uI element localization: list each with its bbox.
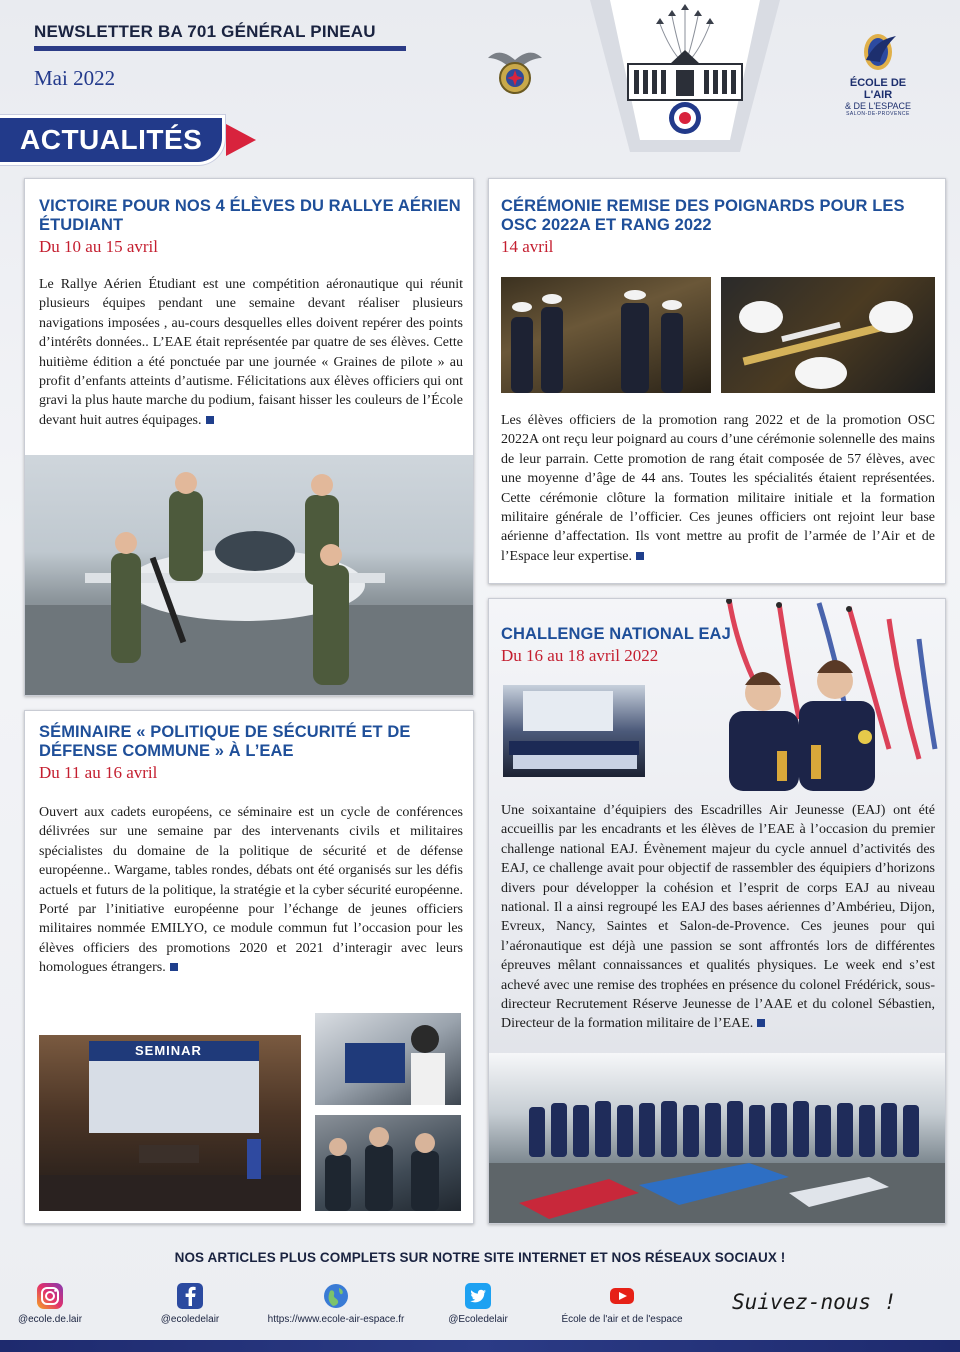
officers-saluting-icon xyxy=(501,277,711,393)
globe-icon[interactable] xyxy=(322,1282,350,1310)
section-tag xyxy=(0,118,222,162)
challenge-stage-photo xyxy=(503,685,645,777)
eagle-emblem-icon xyxy=(484,40,546,102)
cadets-group-icon xyxy=(315,1115,461,1211)
bottom-bar xyxy=(0,1340,960,1352)
article-body: Le Rallye Aérien Étudiant est une compétition aéronautique qui réunit plusieurs équipes pendant une semaine devant réaliser plusieurs navigations imposées , au-cours desquelles elles doivent repérer des points d’intérêts données.. L’EAE était représentée par quatre de ses élèves. Cette huitième édition a été ponctuée par une journée « Graines de pilote » au profit d’enfants atteints d’autisme. Félicitations aux élèves officiers qui ont gravi la plus haute marche du podium, faisant hisser les couleurs de l’École devant huit autres équipages. xyxy=(39,277,463,428)
youtube-link[interactable] xyxy=(548,1282,696,1325)
facebook-handle[interactable]: @ecoledelair xyxy=(160,1314,220,1325)
article-body: Une soixantaine d’équipiers des Escadrilles Air Jeunesse (EAJ) ont été accueillis par les encadrants et les élèves de l’EAE à l’occasion du premier challenge national EAJ. Évènement majeur du cycle annuel d’activités des EAJ, ce challenge avait pour objectif de rassembler des équipiers d’horizons divers pour développer la cohésion et l’esprit de corps EAJ au niveau national. Il a ainsi regroupé les EAJ des bases aériennes d’Ambérieu, Dijon, Evreux, Nancy, Saintes et Salon-de-Provence. Ces jeunes pour qui l’aéronautique est déjà une passion se sont affrontés lors de différentes épreuves mêlant connaissances et qualités physiques. Le week end s’est achevé avec une remise des trophées en présence du colonel Frédérick, sous-directeur Recrutement Réserve Jeunesse de l’AAE et du colonel Sébastien, Directeur de la formation militaire de l’EAE. xyxy=(501,803,935,1032)
article-rallye xyxy=(24,178,474,696)
team-with-model-jets-icon xyxy=(489,1053,946,1224)
article-body-wrap xyxy=(39,803,463,978)
eae-logo-line2: & DE L'ESPACE xyxy=(844,101,912,111)
newsletter-date: Mai 2022 xyxy=(34,66,116,90)
article-date: 14 avril xyxy=(501,237,554,256)
facebook-link[interactable] xyxy=(148,1282,232,1325)
twitter-handle[interactable]: @Ecoledelair xyxy=(448,1314,508,1325)
students-laptop-icon xyxy=(315,1013,461,1105)
article-body: Ouvert aux cadets européens, ce séminaire est un cycle de conférences délivrées sur une semaine par des intervenants civils et militaires spécialistes du domaine de la politique de sécurité et de défense européenne.. Wargame, tables rondes, débats ont été organisés sur les défis actuels et futurs de la politique, la stratégie et la cyber sécurité européenne. Porté par l’initiative européenne pour l’échange de jeunes officiers militaires nommée EMILYO, ce module commun fut l’occasion pour les élèves officiers des promotions 2020 et 2021 d’interagir avec leurs homologues étrangers. xyxy=(39,805,463,976)
article-title: CÉRÉMONIE REMISE DES POIGNARDS POUR LES OSC 2022A ET RANG 2022 xyxy=(501,197,905,234)
end-mark-icon xyxy=(170,963,178,971)
instagram-icon[interactable] xyxy=(36,1282,64,1310)
article-title: CHALLENGE NATIONAL EAJ xyxy=(501,625,731,643)
rallye-photo xyxy=(25,455,474,696)
footer-tagline: NOS ARTICLES PLUS COMPLETS SUR NOTRE SITE INTERNET ET NOS RÉSEAUX SOCIAUX ! xyxy=(174,1250,786,1265)
instagram-link[interactable] xyxy=(8,1282,92,1325)
follow-us-text: Suivez-nous ! xyxy=(732,1290,897,1314)
eae-emblem-icon xyxy=(836,30,920,72)
eae-logo xyxy=(836,30,920,117)
winners-with-trophies-icon xyxy=(699,641,899,791)
newsletter-title: NEWSLETTER BA 701 GÉNÉRAL PINEAU xyxy=(34,22,406,51)
article-body: Les élèves officiers de la promotion rang 2022 et de la promotion OSC 2022A ont reçu leur poignard au cours d’une cérémonie solennelle des mains de leur parrain. Cette promotion de rang était composée de 57 élèves, avec une moyenne d’âge de 44 ans. Toutes les spécialités étaient représentées. Cette cérémonie clôture la formation militaire initiale et la formation militaire générale de l’officier. Ces jeunes officiers ont rejoint leur base aérienne d’affectation. Ils vont mettre au profit de l’armée de l’Air et de l’Espace leur expertise. xyxy=(501,413,935,564)
dagger-icon xyxy=(721,277,935,393)
instagram-handle[interactable]: @ecole.de.lair xyxy=(17,1314,83,1325)
article-seminaire xyxy=(24,710,474,1224)
challenge-winners-photo xyxy=(699,641,899,791)
website-link[interactable] xyxy=(252,1282,420,1325)
article-body-wrap xyxy=(501,801,935,1034)
base-emblem-icon xyxy=(590,0,780,152)
article-body-wrap xyxy=(39,275,463,430)
article-challenge xyxy=(488,598,946,1224)
end-mark-icon xyxy=(757,1019,765,1027)
twitter-icon[interactable] xyxy=(464,1282,492,1310)
twitter-link[interactable] xyxy=(436,1282,520,1325)
conference-stage-icon xyxy=(39,1035,301,1211)
section-arrow-icon xyxy=(226,124,256,156)
youtube-channel[interactable]: École de l'air et de l'espace xyxy=(561,1314,683,1325)
plane-with-students-icon xyxy=(25,455,474,696)
seminar-group-photo xyxy=(315,1115,461,1211)
article-poignards xyxy=(488,178,946,584)
ceremony-photo xyxy=(501,277,711,393)
seminar-screen-text: SEMINAR xyxy=(135,1043,202,1058)
article-date: Du 16 au 18 avril 2022 xyxy=(501,646,659,665)
article-body-wrap xyxy=(501,411,935,566)
youtube-icon[interactable] xyxy=(608,1282,636,1310)
article-date: Du 10 au 15 avril xyxy=(39,237,158,256)
article-title: SÉMINAIRE « POLITIQUE DE SÉCURITÉ ET DE DÉFENSE COMMUNE » À L’EAE xyxy=(39,723,411,760)
article-date: Du 11 au 16 avril xyxy=(39,763,158,782)
eae-logo-line1: ÉCOLE DE L'AIR xyxy=(849,77,907,101)
facebook-icon[interactable] xyxy=(176,1282,204,1310)
section-label: ACTUALITÉS xyxy=(20,124,203,155)
seminar-laptop-photo xyxy=(315,1013,461,1105)
end-mark-icon xyxy=(636,552,644,560)
dagger-photo xyxy=(721,277,935,393)
article-title: VICTOIRE POUR NOS 4 ÉLÈVES DU RALLYE AÉRIEN ÉTUDIANT xyxy=(39,197,461,234)
challenge-team-photo xyxy=(489,1053,946,1224)
seminar-hall-photo xyxy=(39,1035,301,1211)
eae-logo-line3: SALON-DE-PROVENCE xyxy=(846,111,910,117)
award-stage-icon xyxy=(503,685,645,777)
website-url[interactable]: https://www.ecole-air-espace.fr xyxy=(267,1314,405,1325)
end-mark-icon xyxy=(206,416,214,424)
